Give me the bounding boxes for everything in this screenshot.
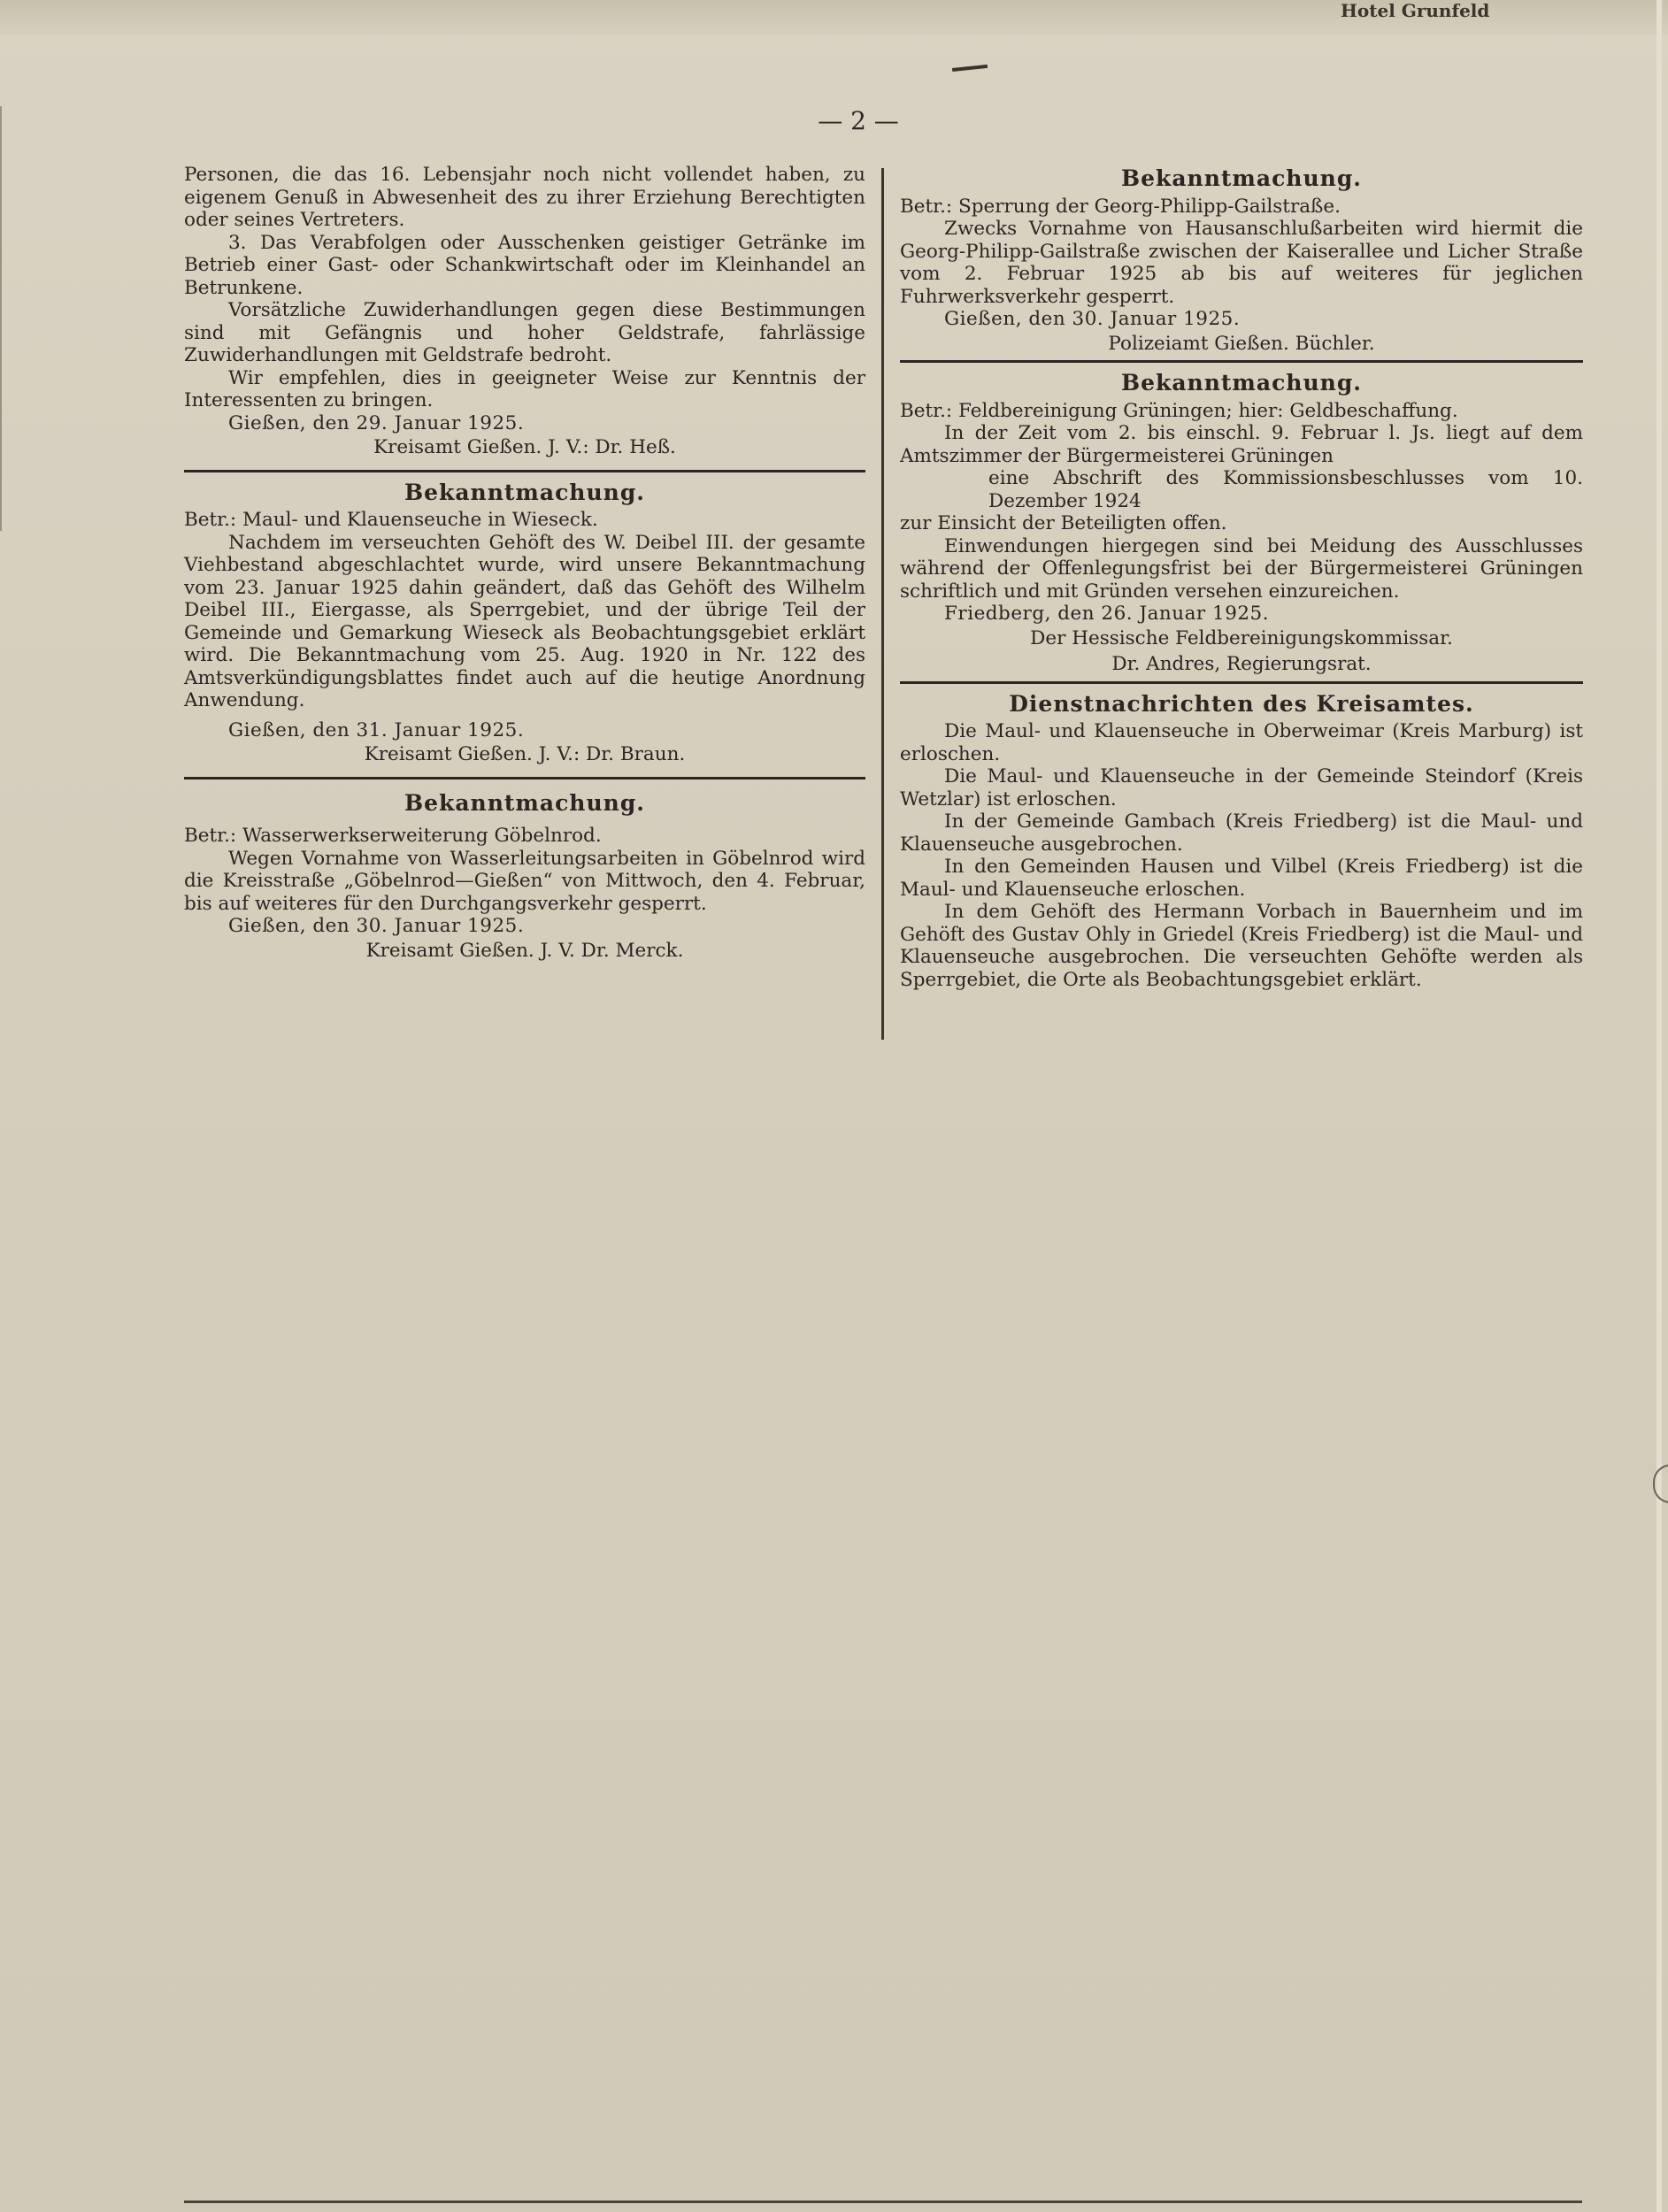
notice-subject: Betr.: Feldbereinigung Grüningen; hier: Geldbeschaffung.	[900, 399, 1458, 422]
binding-bracket-mark	[1653, 1464, 1668, 1503]
notice-date: Gießen, den 29. Januar 1925.	[228, 411, 525, 434]
paragraph: Personen, die das 16. Lebensjahr noch nicht vollendet haben, zu eigenem Genuß in Abwesenheit des zu ihrer Erziehung Berechtigten oder seines Vertreters.	[184, 164, 865, 231]
notice-subject: Betr.: Maul- und Klauenseuche in Wieseck.	[184, 509, 598, 531]
section-rule	[900, 360, 1583, 363]
notice-feldbereinigung-grueningen	[900, 372, 1583, 676]
page-number: — 2 —	[818, 106, 899, 135]
notice-signature: Der Hessische Feldbereinigungskommissar.	[1030, 626, 1453, 649]
bottom-rule	[184, 2200, 1582, 2203]
notice-body: Nachdem im verseuchten Gehöft des W. Deibel III. der gesamte Viehbestand abgeschlachtet wurde, wird unsere Bekanntmachung vom 23. Januar 1925 dahin geändert, daß das Gehöft des Wilhelm Deibel III., Eiergasse, als Sperrgebiet, und der übrige Teil der Gemeinde und Gemarkung Wieseck als Beobachtungsgebiet erklärt wird. Die Bekanntmachung vom 25. Aug. 1920 in Nr. 122 des Amtsverkündigungsblattes findet auch auf die heutige Anordnung Anwendung.	[184, 531, 865, 711]
notice-body: In der Zeit vom 2. bis einschl. 9. Februar l. Js. liegt auf dem Amtszimmer der Bürgermeisterei Grüningen	[900, 422, 1583, 467]
news-item: Die Maul- und Klauenseuche in der Gemeinde Steindorf (Kreis Wetzlar) ist erloschen.	[900, 765, 1583, 810]
news-item: In dem Gehöft des Hermann Vorbach in Bauernheim und im Gehöft des Gustav Ohly in Griedel (Kreis Friedberg) ist die Maul- und Klauenseuche ausgebrochen. Die verseuchten Gehöfte werden als Sperrgebiet, die Orte als Beobachtungsgebiet erklärt.	[900, 901, 1583, 991]
fold-mark	[950, 47, 988, 72]
notice-maul-klauenseuche-wieseck	[184, 481, 865, 766]
notice-date: Gießen, den 31. Januar 1925.	[228, 718, 525, 741]
notice-sperrung-gailstrasse	[900, 167, 1583, 355]
news-item: Die Maul- und Klauenseuche in Oberweimar (Kreis Marburg) ist erloschen.	[900, 720, 1583, 765]
left-edge-mark	[0, 106, 7, 531]
section-rule	[184, 470, 865, 472]
notice-subject: Betr.: Sperrung der Georg-Philipp-Gailstraße.	[900, 195, 1341, 218]
notice-body: zur Einsicht der Beteiligten offen.	[900, 512, 1227, 534]
column-divider	[881, 168, 884, 1040]
paragraph: Vorsätzliche Zuwiderhandlungen gegen diese Bestimmungen sind mit Gefängnis und hoher Geldstrafe, fahrlässige Zuwiderhandlungen mit Geldstrafe bedroht.	[184, 299, 865, 366]
notice-signature: Dr. Andres, Regierungsrat.	[1111, 653, 1372, 675]
left-column	[184, 164, 865, 965]
notice-body: eine Abschrift des Kommissionsbeschlusses vom 10. Dezember 1924	[988, 467, 1583, 512]
notice-signature: Kreisamt Gießen. J. V. Dr. Merck.	[365, 939, 684, 962]
notice-heading: Bekanntmachung.	[1120, 165, 1363, 191]
notice-signature: Polizeiamt Gießen. Büchler.	[1108, 332, 1375, 355]
paragraph: 3. Das Verabfolgen oder Ausschenken geistiger Getränke im Betrieb einer Gast- oder Schankwirtschaft oder im Kleinhandel an Betrunkene.	[184, 231, 865, 299]
notice-signature: Kreisamt Gießen. J. V.: Dr. Braun.	[364, 743, 686, 765]
notice-body: Wegen Vornahme von Wasserleitungsarbeiten in Göbelnrod wird die Kreisstraße „Göbelnrod—Gießen“ von Mittwoch, den 4. Februar, bis auf weiteres für den Durchgangsverkehr gesperrt.	[184, 847, 865, 915]
news-item: In der Gemeinde Gambach (Kreis Friedberg) ist die Maul- und Klauenseuche ausgebrochen.	[900, 810, 1583, 856]
notice-heading: Bekanntmachung.	[1120, 370, 1363, 396]
notice-date: Gießen, den 30. Januar 1925.	[228, 915, 525, 937]
notice-heading: Dienstnachrichten des Kreisamtes.	[1009, 690, 1474, 717]
paragraph: Wir empfehlen, dies in geeigneter Weise zur Kenntnis der Interessenten zu bringen.	[184, 366, 865, 411]
news-item: In den Gemeinden Hausen und Vilbel (Kreis Friedberg) ist die Maul- und Klauenseuche erloschen.	[900, 856, 1583, 901]
notice-date: Friedberg, den 26. Januar 1925.	[944, 603, 1270, 625]
dienstnachrichten-kreisamt	[900, 690, 1583, 992]
notice-signature: Kreisamt Gießen. J. V.: Dr. Heß.	[373, 436, 676, 458]
notice-body: Einwendungen hiergegen sind bei Meidung des Ausschlusses während der Offenlegungsfrist bei der Bürgermeisterei Grüningen schriftlich und mit Gründen versehen einzureichen.	[900, 534, 1583, 603]
top-scrap-text: Hotel Grunfeld	[1341, 0, 1490, 21]
right-page-border	[1656, 0, 1662, 2212]
notice-date: Gießen, den 30. Januar 1925.	[944, 308, 1241, 330]
section-rule	[900, 681, 1583, 684]
notice-body: Zwecks Vornahme von Hausanschlußarbeiten wird hiermit die Georg-Philipp-Gailstraße zwischen der Kaiserallee und Licher Straße vom 2. Februar 1925 ab bis auf weiteres für jeglichen Fuhrwerksverkehr gesperrt.	[900, 218, 1583, 308]
notice-heading: Bekanntmachung.	[404, 479, 646, 505]
section-rule	[184, 777, 865, 780]
right-column	[900, 164, 1583, 991]
notice-wasserwerkserweiterung	[184, 789, 865, 963]
notice-heading: Bekanntmachung.	[404, 789, 646, 816]
notice-subject: Betr.: Wasserwerkserweiterung Göbelnrod.	[184, 825, 602, 847]
